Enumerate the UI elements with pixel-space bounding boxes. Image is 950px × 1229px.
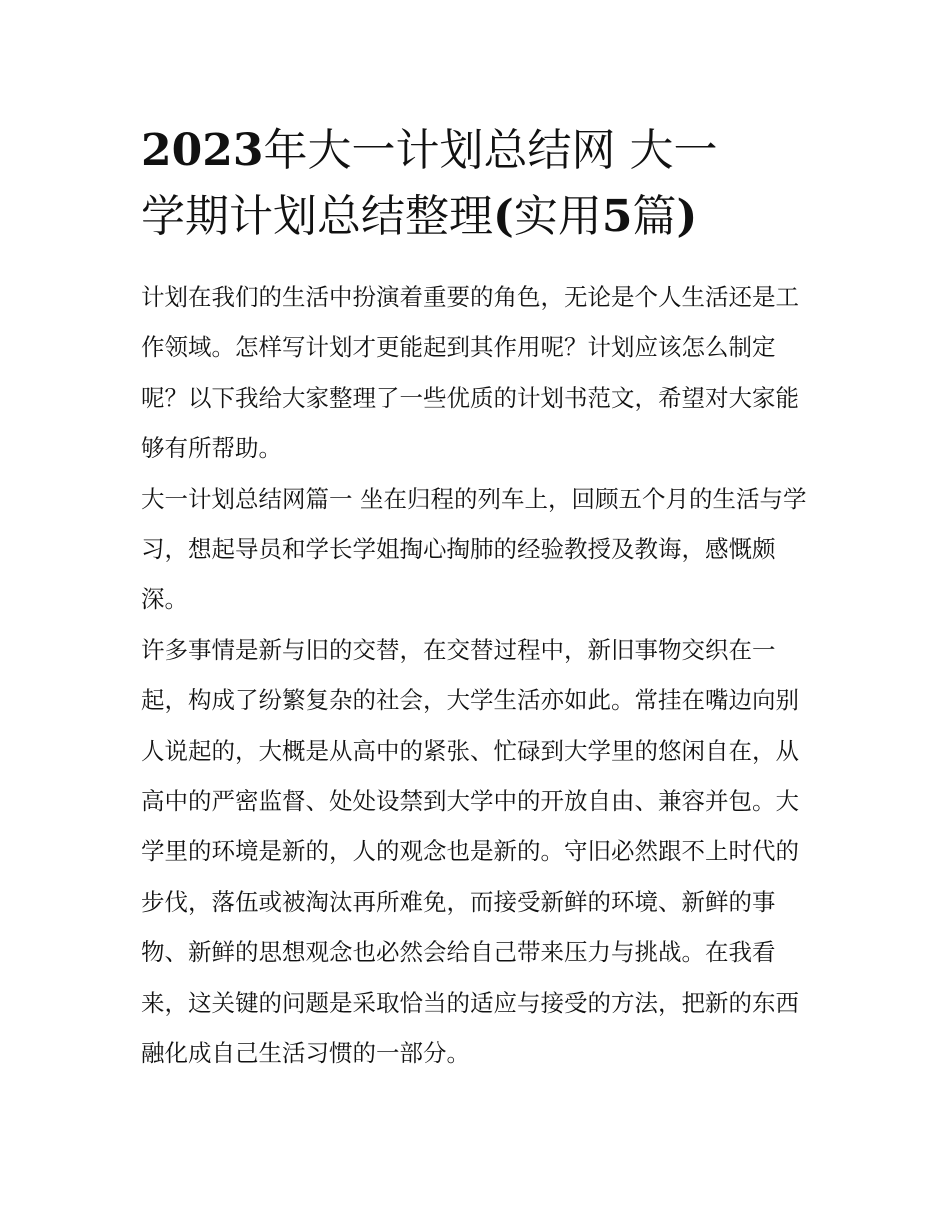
title-line-2: 学期计划总结整理(实用5篇) <box>141 191 698 242</box>
paragraph-section-one: 大一计划总结网篇一 坐在归程的列车上，回顾五个月的生活与学习，想起导员和学长学姐掏心掏肺的经验教授及教诲，感慨颇深。 <box>141 484 807 614</box>
title-line-1: 2023年大一计划总结网 大一 <box>141 125 718 176</box>
document-content <box>141 118 813 1079</box>
paragraph-intro: 计划在我们的生活中扮演着重要的角色，无论是个人生活还是工作领域。怎样写计划才更能起到其作用呢？计划应该怎么制定呢？以下我给大家整理了一些优质的计划书范文，希望对大家能够有所帮助。 <box>141 283 799 463</box>
document-body <box>141 272 813 1079</box>
paragraph-body: 许多事情是新与旧的交替，在交替过程中，新旧事物交织在一起，构成了纷繁复杂的社会，大学生活亦如此。常挂在嘴边向别人说起的，大概是从高中的紧张、忙碌到大学里的悠闲自在，从高中的严密监督、处处设禁到大学中的开放自由、兼容并包。大学里的环境是新的，人的观念也是新的。守旧必然跟不上时代的步伐，落伍或被淘汰再所难免，而接受新鲜的环境、新鲜的事物、新鲜的思想观念也必然会给自己带来压力与挑战。在我看来，这关键的问题是采取恰当的适应与接受的方法，把新的东西融化成自己生活习惯的一部分。 <box>141 635 799 1068</box>
document-title <box>141 118 813 250</box>
